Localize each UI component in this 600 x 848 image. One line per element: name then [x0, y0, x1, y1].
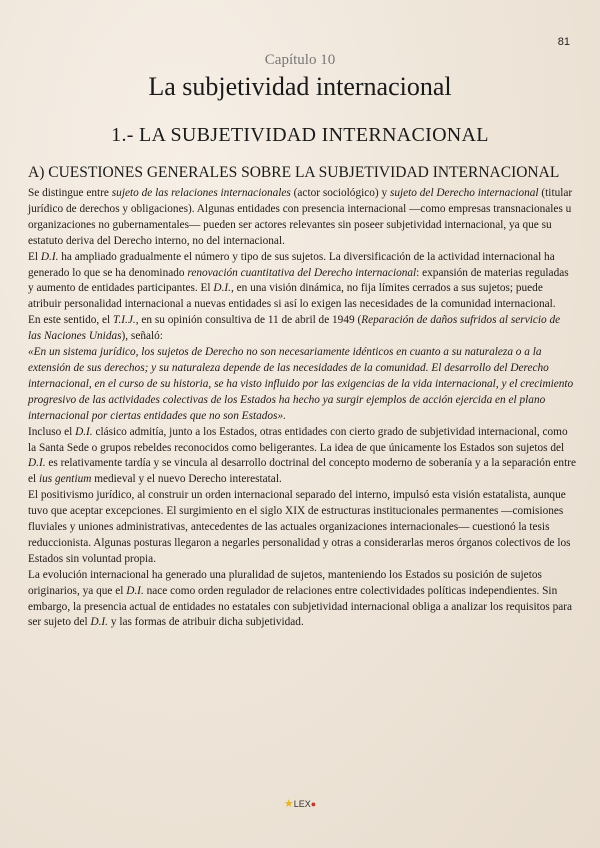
subsection-title: A) CUESTIONES GENERALES SOBRE LA SUBJETIVIDAD INTERNACIONAL	[28, 164, 560, 181]
paragraph-1: Se distingue entre sujeto de las relaciones internacionales (actor sociológico) y sujeto del Derecho internacional (titular jurídico de derechos y obligaciones). Algunas entidades con presencia internacional —como empresas transnacionales u organizaciones no gubernamentales— pueden ser actores relevantes sin poseer subjetividad internacional, ya que su estatuto deriva del Derecho interno, no del internacional.	[28, 187, 573, 247]
chapter-label: Capítulo 10	[264, 52, 336, 68]
chapter-title: La subjetividad internacional	[148, 72, 452, 101]
page-number: 81	[557, 36, 570, 48]
body-text	[28, 186, 576, 631]
footer-logo-text: LEX	[293, 799, 311, 809]
quote-paragraph: «En un sistema jurídico, los sujetos de Derecho no son necesariamente idénticos en cuanto a su naturaleza o a la extensión de sus derechos; y su naturaleza depende de las necesidades de la comunidad. El desarrollo del Derecho internacional, en el curso de su historia, se ha visto influido por las exigencias de la vida internacional, y el crecimiento progresivo de las actividades colectivas de los Estados ha hecho ya surgir ejemplos de acción ejercida en el plano internacional por ciertas entidades que no son Estados».	[28, 346, 574, 422]
footer-logo	[0, 797, 600, 810]
paragraph-7: La evolución internacional ha generado una pluralidad de sujetos, manteniendo los Estados su posición de sujetos originarios, ya que el D.I. nace como orden regulador de relaciones entre colectividades políticas independientes. Sin embargo, la presencia actual de entidades no estatales con subjetividad internacional obliga a analizar los requisitos para ser sujeto del D.I. y las formas de atribuir dicha subjetividad.	[28, 568, 573, 629]
paragraph-5: Incluso el D.I. clásico admitía, junto a los Estados, otras entidades con cierto grado de subjetividad internacional, como la Santa Sede o grupos rebeldes reconocidos como beligerantes. La idea de que únicamente los Estados son sujetos del D.I. es relativamente tardía y se vincula al desarrollo doctrinal del concepto moderno de soberanía y a la separación entre el ius gentium medieval y el nuevo Derecho interestatal.	[28, 425, 576, 486]
paragraph-6: El positivismo jurídico, al construir un orden internacional separado del interno, impulsó esta visión estatalista, aunque tuvo que aceptar excepciones. El surgimiento en el siglo XIX de estructuras institucionales permanentes —comisiones fluviales y uniones administrativas, antecedentes de las actuales organizaciones internacionales— cuestionó la tesis reduccionista. Algunas posturas llegaron a negarles personalidad y otras a considerarlas meros órganos colectivos de los Estados sin voluntad propia.	[28, 489, 571, 565]
star-icon: ★	[283, 798, 294, 810]
paragraph-3: En este sentido, el T.I.J., en su opinión consultiva de 11 de abril de 1949 (Reparación de daños sufridos al servicio de las Naciones Unidas), señaló:	[28, 314, 561, 343]
drop-icon: ●	[310, 799, 317, 809]
paragraph-2: El D.I. ha ampliado gradualmente el número y tipo de sus sujetos. La diversificación de la actividad internacional ha generado lo que se ha denominado renovación cuantitativa del Derecho internacional: expansión de materias reguladas y aumento de entidades participantes. El D.I., en una visión dinámica, no fija límites cerrados a sus sujetos; puede atribuir personalidad internacional a nuevas entidades si así lo exigen las necesidades de la comunidad internacional.	[28, 250, 569, 311]
section-title: 1.- LA SUBJETIVIDAD INTERNACIONAL	[111, 124, 489, 146]
